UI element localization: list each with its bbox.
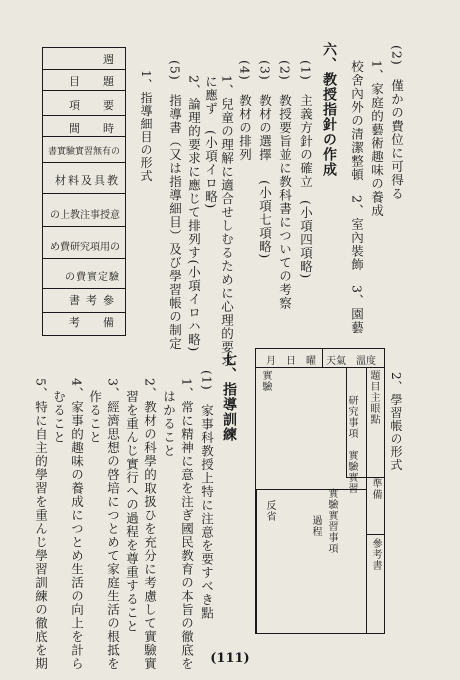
table-cell: 週 bbox=[103, 53, 120, 66]
section-7-heading: 七、指導訓練 bbox=[221, 352, 237, 442]
text-col-c2: 1、家庭的藝術趣味の養成 bbox=[369, 60, 385, 218]
text-col-7-1: (1) 家事科教授上特に注意を要すべき點 bbox=[199, 370, 215, 621]
table-cell: の上教注事授意 bbox=[50, 210, 120, 221]
text-col-s4b: に應ず bbox=[203, 75, 219, 116]
notebook-date-line: 月 日 曜 天氣 溫度 bbox=[266, 356, 376, 367]
page-number: (111) bbox=[210, 651, 250, 666]
text-col-s1: (1) 主義方針の確立 bbox=[298, 60, 314, 189]
notebook-label: 研究事項 bbox=[346, 395, 357, 439]
text-col-s2-note: (小項七項略) bbox=[257, 180, 273, 260]
notebook-label: 題目主眼點 bbox=[368, 370, 379, 425]
table-cell: 考 備 bbox=[69, 316, 120, 329]
text-col-7-8: 4、家事的趣味の養成につとめ生活の向上を計ら bbox=[69, 378, 85, 671]
table-cell: 書考參 bbox=[69, 294, 120, 307]
text-col-7-3: はかること bbox=[161, 390, 177, 458]
text-col-item1: 1、指導細目の形式 bbox=[139, 70, 153, 183]
text-col-7-5: 習を重んじ實行への過程を尊重すること bbox=[124, 390, 140, 633]
notebook-label: 實驗 bbox=[260, 370, 271, 392]
section-6-heading: 六、教授指針の作成 bbox=[321, 42, 337, 177]
table-cell: 項 要 bbox=[69, 99, 120, 112]
text-col-s1-note: (小項四項略) bbox=[298, 200, 314, 280]
text-col-7-6: 3、經濟思想の啓培につとめて家庭生活の根抵を bbox=[105, 378, 121, 671]
text-col-s2: (2) 教授要旨並に教科書についての考察 bbox=[277, 60, 293, 311]
text-col-c3: 校舍內外の清潔整頓 2、室內裝飾 3、園藝 bbox=[349, 60, 365, 335]
table-cell: の費實定驗 bbox=[65, 272, 120, 283]
table-cell: め費研究項用の bbox=[50, 242, 120, 253]
notebook-label: 過程 bbox=[310, 515, 321, 537]
text-col-s3: (3) 教材の選擇 bbox=[257, 60, 273, 162]
text-col-7-9: むること bbox=[51, 390, 67, 444]
text-col-7-7: 作ること bbox=[87, 390, 103, 444]
notebook-caption: 2、學習帳の形式 bbox=[389, 372, 403, 472]
text-col-s5: (5) 指導書（又は指導細目）及び學習帳の制定 bbox=[167, 60, 183, 351]
notebook-form bbox=[255, 348, 385, 634]
notebook-label: 實驗實習 bbox=[346, 450, 357, 494]
table-cell: 間 時 bbox=[69, 122, 120, 135]
table-cell: 目 題 bbox=[69, 75, 120, 88]
text-col-s4c: 2、論理的要求に應じて排列す(小項イロハ略) bbox=[186, 75, 202, 353]
text-col-7-4: 2、教材の科學的取扱ひを充分に考慮して實驗實 bbox=[142, 378, 158, 671]
table-cell: 書實驗實習無有の bbox=[47, 147, 120, 157]
notebook-label: 準備 bbox=[370, 478, 381, 500]
text-col-7-10: 5、特に自主的學習を重んじ學習訓練の徹底を期 bbox=[33, 378, 49, 671]
text-col-s4a: 1、兒童の理解に適合せしむるために心理的要求 bbox=[219, 75, 235, 368]
table-cell: 材料及具教 bbox=[55, 174, 120, 187]
notebook-label: 實驗實習事項 bbox=[326, 488, 337, 554]
text-col-s4: (4) 教材の排列 bbox=[237, 60, 253, 162]
notebook-label: 反省 bbox=[264, 500, 275, 522]
text-col-s4b-note: (小項イロ略) bbox=[203, 130, 219, 210]
text-col-c1: (2) 僅かの費位に可得る bbox=[389, 45, 405, 201]
notebook-label: 參考書 bbox=[370, 538, 381, 571]
text-col-7-2: 1、常に精神に意を注ぎ國民教育の本旨の徹底を bbox=[179, 378, 195, 671]
